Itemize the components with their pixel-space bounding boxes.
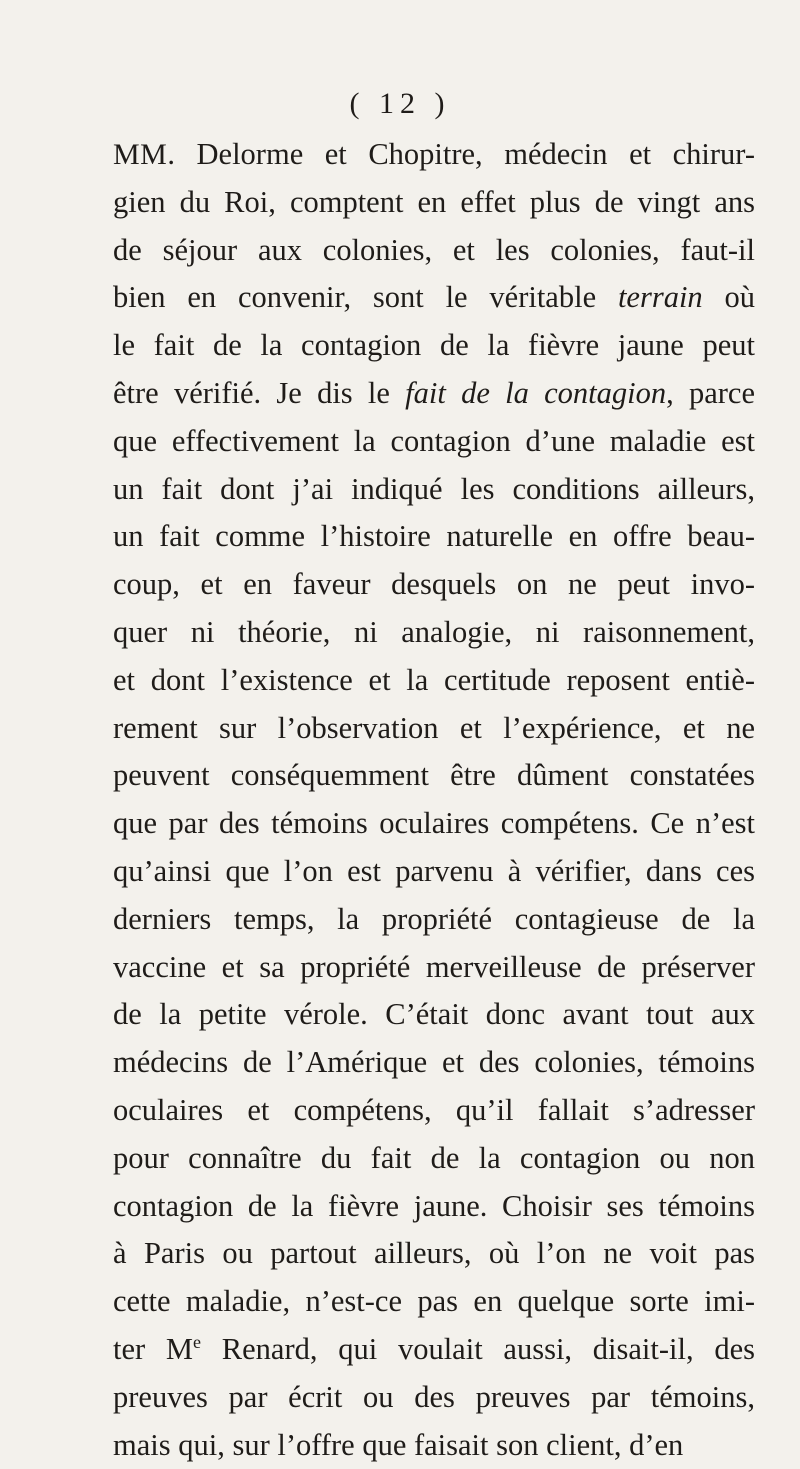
text-line xyxy=(113,800,755,848)
text-line xyxy=(113,1087,755,1135)
text-run: Renard, qui voulait aussi, disait-il, des xyxy=(201,1331,755,1366)
text-line xyxy=(113,705,755,753)
text-run: qu’ainsi que l’on est parvenu à vérifier, dans ces xyxy=(113,853,755,888)
text-line xyxy=(113,991,755,1039)
text-run: à Paris ou partout ailleurs, où l’on ne voit pas xyxy=(113,1236,755,1271)
text-run: le fait de la contagion de la fièvre jaune peut xyxy=(113,328,755,363)
text-line xyxy=(113,1183,755,1231)
text-run: où xyxy=(702,280,756,315)
text-run: vaccine et sa propriété merveilleuse de préserver xyxy=(113,949,755,984)
text-line xyxy=(113,944,755,992)
text-line xyxy=(113,513,755,561)
text-run: de la petite vérole. C’était donc avant tout aux xyxy=(113,997,755,1032)
text-line xyxy=(113,1278,755,1326)
text-line xyxy=(113,131,755,179)
page-number: ( 12 ) xyxy=(349,87,451,120)
text-line xyxy=(113,466,755,514)
text-run: peuvent conséquemment être dûment constatées xyxy=(113,758,755,793)
superscript-text: e xyxy=(193,1331,202,1352)
text-run: . Delorme et Chopitre, médecin et chirur- xyxy=(167,137,755,171)
text-run: rement sur l’observation et l’expérience, et ne xyxy=(113,710,755,745)
text-line xyxy=(113,1422,755,1469)
text-run: , parce xyxy=(666,375,755,410)
text-run: oculaires et compétens, qu’il fallait s’adresser xyxy=(113,1092,755,1127)
text-line xyxy=(113,657,755,705)
text-run: bien en convenir, sont le véritable xyxy=(113,280,618,315)
text-run: ter M xyxy=(113,1331,194,1366)
text-line xyxy=(113,1135,755,1183)
text-run: gien du Roi, comptent en effet plus de vingt ans xyxy=(113,184,755,219)
text-line xyxy=(113,418,755,466)
text-run: mais qui, sur l’offre que faisait son client, d’en xyxy=(113,1427,684,1462)
text-line xyxy=(113,896,755,944)
text-run: cette maladie, n’est-ce pas en quelque sorte imi- xyxy=(113,1284,755,1319)
text-line xyxy=(113,370,755,418)
text-line xyxy=(113,274,755,322)
text-run: médecins de l’Amérique et des colonies, témoins xyxy=(113,1045,755,1080)
text-run: de séjour aux colonies, et les colonies, faut-il xyxy=(113,232,755,267)
text-line xyxy=(113,561,755,609)
text-line xyxy=(113,1230,755,1278)
text-run: preuves par écrit ou des preuves par témoins, xyxy=(113,1379,755,1414)
text-line xyxy=(113,322,755,370)
text-run: et dont l’existence et la certitude reposent entiè- xyxy=(113,662,755,697)
text-line xyxy=(113,1374,755,1422)
body-text xyxy=(113,131,755,1469)
text-run: pour connaître du fait de la contagion ou non xyxy=(113,1140,755,1175)
text-line xyxy=(113,1039,755,1087)
text-line xyxy=(113,179,755,227)
text-line xyxy=(113,752,755,800)
text-run: que effectivement la contagion d’une maladie est xyxy=(113,423,755,458)
text-run: être vérifié. Je dis le xyxy=(113,375,406,410)
text-line xyxy=(113,848,755,896)
text-line xyxy=(113,609,755,657)
text-run: un fait dont j’ai indiqué les conditions ailleurs, xyxy=(113,471,755,506)
text-run: que par des témoins oculaires compétens. Ce n’est xyxy=(113,806,755,841)
text-line xyxy=(113,1326,755,1374)
text-run: quer ni théorie, ni analogie, ni raisonnement, xyxy=(113,614,755,649)
caps-text: MM xyxy=(113,138,168,171)
italic-text: fait de la contagion xyxy=(405,375,667,410)
text-run: derniers temps, la propriété contagieuse de la xyxy=(113,901,755,936)
text-run: coup, et en faveur desquels on ne peut invo- xyxy=(113,567,755,602)
italic-text: terrain xyxy=(617,280,703,315)
text-line xyxy=(113,227,755,275)
text-run: contagion de la fièvre jaune. Choisir ses témoins xyxy=(113,1188,755,1223)
text-run: un fait comme l’histoire naturelle en offre beau- xyxy=(113,519,755,554)
